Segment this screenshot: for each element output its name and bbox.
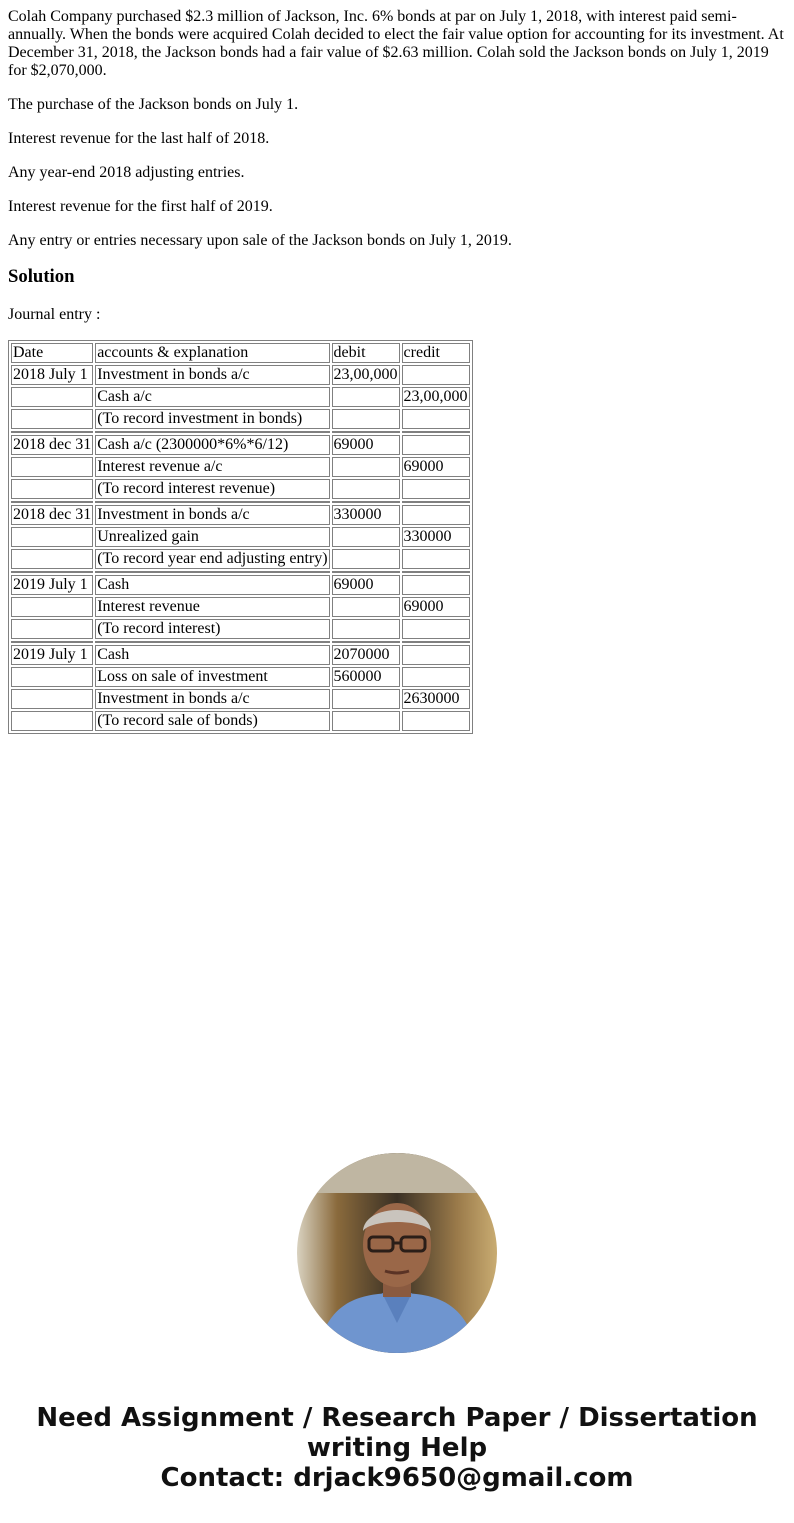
cell-debit bbox=[332, 409, 400, 429]
separator-cell bbox=[332, 431, 400, 433]
cell-date: 2018 July 1 bbox=[11, 365, 93, 385]
cell-credit bbox=[402, 505, 470, 525]
entry-separator bbox=[11, 641, 470, 643]
cell-date bbox=[11, 457, 93, 477]
journal-label: Journal entry : bbox=[8, 306, 101, 323]
question-part: Any year-end 2018 adjusting entries. bbox=[8, 164, 245, 181]
journal-row bbox=[11, 667, 470, 687]
cell-debit bbox=[332, 619, 400, 639]
cell-credit: 2630000 bbox=[402, 689, 470, 709]
promo-line: writing Help bbox=[306, 1433, 488, 1463]
cell-debit bbox=[332, 549, 400, 569]
avatar bbox=[297, 1153, 497, 1353]
cell-credit bbox=[402, 619, 470, 639]
cell-debit: 330000 bbox=[332, 505, 400, 525]
journal-row bbox=[11, 597, 470, 617]
separator-cell bbox=[95, 431, 329, 433]
cell-credit bbox=[402, 435, 470, 455]
cell-debit bbox=[332, 479, 400, 499]
separator-cell bbox=[332, 641, 400, 643]
cell-debit: 69000 bbox=[332, 575, 400, 595]
cell-account: Cash a/c (2300000*6%*6/12) bbox=[95, 435, 329, 455]
question-part: The purchase of the Jackson bonds on July 1. bbox=[8, 96, 299, 113]
cell-credit: 330000 bbox=[402, 527, 470, 547]
journal-row bbox=[11, 549, 470, 569]
cell-date: 2019 July 1 bbox=[11, 645, 93, 665]
cell-date bbox=[11, 527, 93, 547]
promo-line: Need Assignment / Research Paper / Dissertation bbox=[36, 1403, 758, 1433]
journal-row bbox=[11, 457, 470, 477]
header-date: Date bbox=[11, 343, 93, 363]
cell-date bbox=[11, 689, 93, 709]
journal-header-row bbox=[11, 343, 470, 363]
separator-cell bbox=[332, 571, 400, 573]
separator-cell bbox=[95, 641, 329, 643]
cell-account: Investment in bonds a/c bbox=[95, 365, 329, 385]
cell-date bbox=[11, 711, 93, 731]
cell-date: 2018 dec 31 bbox=[13, 436, 92, 453]
cell-debit: 69000 bbox=[332, 435, 400, 455]
journal-row bbox=[11, 575, 470, 595]
cell-date bbox=[11, 409, 93, 429]
cell-account: Cash bbox=[95, 645, 329, 665]
entry-separator bbox=[11, 571, 470, 573]
journal-table bbox=[8, 340, 473, 734]
separator-cell bbox=[332, 501, 400, 503]
cell-account: Loss on sale of investment bbox=[95, 667, 329, 687]
cell-account: Interest revenue a/c bbox=[95, 457, 329, 477]
journal-row bbox=[11, 619, 470, 639]
separator-cell bbox=[402, 431, 470, 433]
separator-cell bbox=[11, 501, 93, 503]
cell-debit bbox=[332, 711, 400, 731]
separator-cell bbox=[95, 501, 329, 503]
separator-cell bbox=[95, 571, 329, 573]
journal-row bbox=[11, 527, 470, 547]
cell-date bbox=[11, 387, 93, 407]
cell-account: (To record investment in bonds) bbox=[95, 409, 329, 429]
separator-cell bbox=[402, 501, 470, 503]
journal-table-body bbox=[11, 343, 470, 731]
question-intro: Colah Company purchased $2.3 million of Jackson, Inc. 6% bonds at par on July 1, 2018, with interest paid semi-annually. When the bonds were acquired Colah decided to elect the fair value option for accounting for its investment. At December 31, 2018, the Jackson bonds had a fair value of $2.63 million. Colah sold the Jackson bonds on July 1, 2019 for $2,070,000. bbox=[8, 8, 784, 79]
question-part: Any entry or entries necessary upon sale of the Jackson bonds on July 1, 2019. bbox=[8, 232, 512, 249]
cell-debit bbox=[332, 387, 400, 407]
cell-account: (To record sale of bonds) bbox=[95, 711, 329, 731]
question-part: Interest revenue for the first half of 2019. bbox=[8, 198, 273, 215]
journal-row bbox=[11, 365, 470, 385]
cell-date bbox=[11, 667, 93, 687]
cell-credit: 23,00,000 bbox=[403, 388, 468, 405]
cell-credit bbox=[402, 409, 470, 429]
cell-date bbox=[11, 597, 93, 617]
cell-date bbox=[11, 619, 93, 639]
cell-credit: 69000 bbox=[402, 597, 470, 617]
cell-debit bbox=[332, 689, 400, 709]
cell-debit bbox=[332, 597, 400, 617]
promo-text bbox=[0, 1403, 794, 1493]
journal-row bbox=[11, 409, 470, 429]
promo-contact: Contact: drjack9650@gmail.com bbox=[160, 1463, 634, 1493]
header-debit: debit bbox=[332, 343, 400, 363]
cell-account: Interest revenue bbox=[95, 597, 329, 617]
cell-credit bbox=[402, 365, 470, 385]
separator-cell bbox=[402, 641, 470, 643]
journal-row bbox=[11, 711, 470, 731]
journal-row bbox=[11, 645, 470, 665]
entry-separator bbox=[11, 501, 470, 503]
cell-account: Cash bbox=[95, 575, 329, 595]
header-credit: credit bbox=[402, 343, 470, 363]
cell-date bbox=[11, 479, 93, 499]
journal-row bbox=[11, 505, 470, 525]
cell-credit: 69000 bbox=[402, 457, 470, 477]
journal-row bbox=[11, 479, 470, 499]
journal-row bbox=[11, 689, 470, 709]
cell-account: Unrealized gain bbox=[95, 527, 329, 547]
cell-account: Investment in bonds a/c bbox=[95, 505, 329, 525]
question-part: Interest revenue for the last half of 2018. bbox=[8, 130, 270, 147]
cell-account: (To record interest revenue) bbox=[95, 479, 329, 499]
cell-credit bbox=[402, 479, 470, 499]
cell-account: Investment in bonds a/c bbox=[95, 689, 329, 709]
cell-credit bbox=[402, 711, 470, 731]
journal-row bbox=[11, 435, 470, 455]
entry-separator bbox=[11, 431, 470, 433]
separator-cell bbox=[11, 641, 93, 643]
separator-cell bbox=[11, 431, 93, 433]
cell-credit bbox=[402, 645, 470, 665]
journal-row bbox=[11, 387, 470, 407]
cell-debit: 23,00,000 bbox=[333, 366, 398, 383]
solution-heading: Solution bbox=[8, 266, 75, 287]
document bbox=[8, 8, 786, 734]
cell-date: 2019 July 1 bbox=[11, 575, 93, 595]
separator-cell bbox=[11, 571, 93, 573]
cell-credit bbox=[402, 549, 470, 569]
cell-credit bbox=[402, 575, 470, 595]
separator-cell bbox=[402, 571, 470, 573]
cell-account: (To record interest) bbox=[95, 619, 329, 639]
cell-debit: 560000 bbox=[332, 667, 400, 687]
person-photo-icon bbox=[297, 1153, 497, 1353]
cell-credit bbox=[402, 667, 470, 687]
cell-date: 2018 dec 31 bbox=[13, 506, 92, 523]
cell-debit bbox=[332, 527, 400, 547]
cell-debit bbox=[332, 457, 400, 477]
cell-debit: 2070000 bbox=[332, 645, 400, 665]
cell-account: Cash a/c bbox=[95, 387, 329, 407]
header-accounts: accounts & explanation bbox=[95, 343, 329, 363]
cell-date bbox=[11, 549, 93, 569]
cell-account: (To record year end adjusting entry) bbox=[97, 550, 328, 567]
